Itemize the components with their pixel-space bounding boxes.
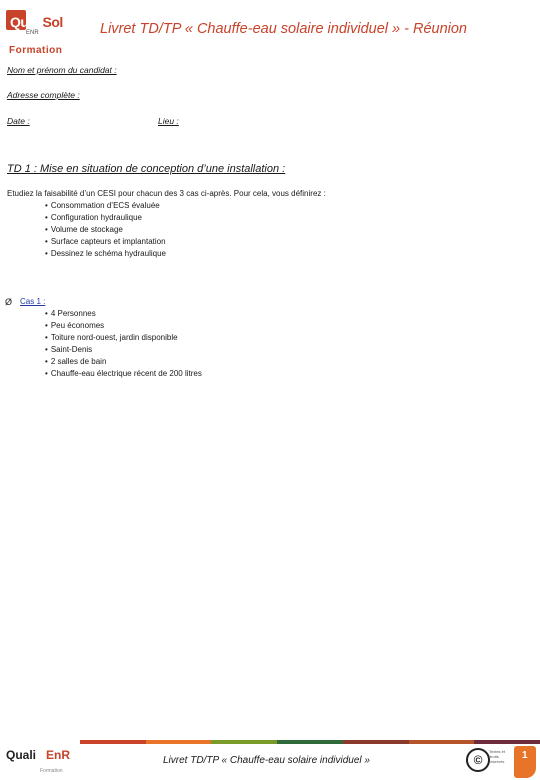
list-item: • 4 Personnes [45, 308, 202, 320]
td-requirements-list [45, 200, 166, 260]
case-1-label: Cas 1 : [20, 297, 46, 306]
footer-color-segment [211, 740, 277, 744]
list-item: • 2 salles de bain [45, 356, 202, 368]
footer-color-bar [80, 740, 540, 744]
footer-color-segment [409, 740, 475, 744]
address-label: Adresse complète : [7, 90, 80, 100]
date-label: Date : [7, 116, 30, 126]
document-title: Livret TD/TP « Chauffe-eau solaire individuel » - Réunion [100, 21, 467, 37]
list-item: • Dessinez le schéma hydraulique [45, 248, 166, 260]
footer-color-segment [146, 740, 212, 744]
case-1-list [45, 308, 202, 380]
logo-badge: ENR [26, 30, 39, 36]
td-intro: Etudiez la faisabilité d’un CESI pour chacun des 3 cas ci-après. Pour cela, vous définirez : [7, 189, 326, 198]
list-item: • Consommation d’ECS évaluée [45, 200, 166, 212]
list-item: • Toiture nord-ouest, jardin disponible [45, 332, 202, 344]
list-item: • Surface capteurs et implantation [45, 236, 166, 248]
arrow-bullet-icon: Ø [5, 297, 13, 307]
list-item: • Chauffe-eau électrique récent de 200 litres [45, 368, 202, 380]
footer-title: Livret TD/TP « Chauffe-eau solaire individuel » [163, 755, 370, 766]
qualisol-logo [6, 8, 68, 56]
logo-formation: Formation [9, 45, 63, 56]
footer-color-segment [343, 740, 409, 744]
candidate-name-label: Nom et prénom du candidat : [7, 65, 117, 75]
page-number: 1 [522, 750, 528, 761]
list-item: • Peu économes [45, 320, 202, 332]
footer-color-segment [80, 740, 146, 744]
list-item: • Configuration hydraulique [45, 212, 166, 224]
rights-text: Textes et droits réservés [489, 749, 506, 764]
copyright-icon: © [466, 748, 490, 772]
list-item: • Saint-Denis [45, 344, 202, 356]
footer-color-segment [277, 740, 343, 744]
qualienr-logo: Quali EnR Formation [6, 748, 70, 774]
footer-color-segment [474, 740, 540, 744]
place-label: Lieu : [158, 116, 179, 126]
list-item: • Volume de stockage [45, 224, 166, 236]
td-heading: TD 1 : Mise en situation de conception d’une installation : [7, 163, 286, 175]
logo-wordmark: QualiSol [10, 14, 63, 30]
